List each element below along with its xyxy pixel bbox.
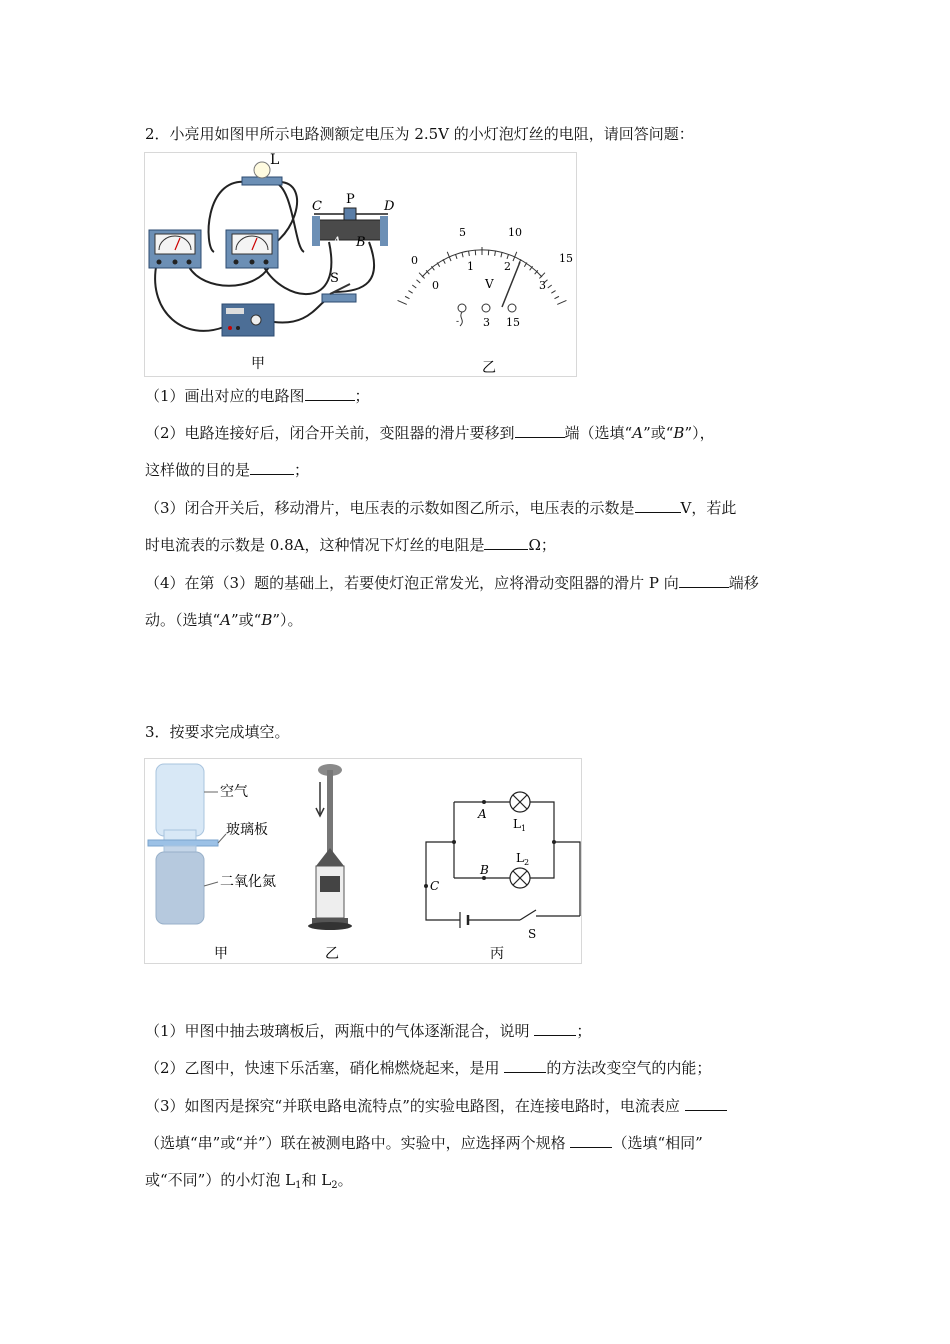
q2-s1-blank: [305, 400, 355, 401]
lamp-label: L: [270, 152, 280, 168]
point-C: C: [430, 879, 440, 893]
q2-s3-line2: [145, 535, 556, 555]
q2-s3: [145, 498, 736, 518]
q3-s2-end: 的方法改变空气的内能；: [546, 1059, 712, 1077]
q2-s3-l2-end: Ω；: [528, 536, 556, 554]
q3-s3-line3: [145, 1170, 353, 1196]
q2-s4-A: A: [220, 611, 232, 629]
q3-s3-line2: [145, 1133, 703, 1153]
rheostat-label-P: P: [346, 192, 355, 207]
q2-s2-text: （2）电路连接好后，闭合开关前，变阻器的滑片要移到: [145, 424, 515, 442]
q3-s3-l3-text: 或“不同”）的小灯泡 L: [145, 1171, 296, 1189]
dial-bottom-3: 3: [539, 279, 546, 292]
q2-s4: [145, 573, 759, 593]
q2-s2-l2-text: 这样做的目的是: [145, 461, 251, 479]
q3-s3-text: （3）如图丙是探究“并联电路电流特点”的实验电路图，在连接电路时，电流表应: [145, 1097, 685, 1115]
terminal-3: 3: [483, 316, 490, 329]
q2-s4-line2: [145, 610, 303, 630]
terminal-neg: -: [456, 317, 460, 327]
q3-s3-blank2: [570, 1147, 612, 1148]
q2-s4-l2-end: ”）。: [272, 611, 303, 629]
rheostat-label-B: B: [356, 235, 366, 250]
q2-s2: [145, 423, 715, 443]
q2-s2-mid: ”或“: [643, 424, 674, 442]
q2-s4-end: 端移: [728, 574, 759, 592]
q3-s1-end: ；: [576, 1022, 592, 1040]
q2-s3-text: （3）闭合开关后，移动滑片，电压表的示数如图乙所示，电压表的示数是: [145, 499, 635, 517]
q3-title: 3．按要求完成填空。: [145, 723, 290, 741]
dial-bottom-2: 2: [504, 260, 511, 273]
q2-s4-l2-text: 动。（选填“: [145, 611, 221, 629]
voltmeter: [226, 230, 278, 268]
rheostat-label-A: A: [332, 235, 342, 250]
q3-s1-text: （1）甲图中抽去玻璃板后，两瓶中的气体逐渐混合，说明: [145, 1022, 535, 1040]
terminal-15: 15: [506, 316, 520, 329]
lamp1-label: $L_1$: [513, 817, 527, 833]
q2-s4-mid: ”或“: [231, 611, 262, 629]
q2-s2-text2: 端（选填“: [564, 424, 633, 442]
q2-title: 2．小亮用如图甲所示电路测额定电压为 2.5V 的小灯泡灯丝的电阻，请回答问题：: [145, 125, 694, 143]
q3-s3: [145, 1096, 727, 1116]
rheostat-label-D: D: [384, 199, 395, 214]
q3-caption-2: 乙: [325, 946, 339, 962]
point-A: A: [478, 807, 487, 821]
q2-s3-blank2: [484, 549, 528, 550]
switch-label: S: [330, 271, 339, 286]
q2-s2-end: ”），: [684, 424, 715, 442]
glass-label: 玻璃板: [226, 822, 268, 838]
ammeter: [149, 230, 201, 268]
q2-s2-blank1: [515, 437, 565, 438]
q3-s3-l2-sub: 2: [331, 1180, 338, 1191]
q3-s1-blank: [534, 1035, 576, 1036]
dial-top-5: 5: [459, 226, 466, 239]
dial-top-10: 10: [508, 226, 522, 239]
q3-s3-l3-mid: 和 L: [301, 1171, 332, 1189]
q2-s4-B: B: [261, 611, 273, 629]
q3-caption-1: 甲: [214, 946, 228, 962]
lamp2-label: $L_2$: [516, 851, 530, 867]
q2-s1: [145, 386, 370, 406]
q2-s3-l2-text: 时电流表的示数是 0.8A，这种情况下灯丝的电阻是: [145, 536, 485, 554]
q2-s2-l2-end: ；: [294, 461, 310, 479]
q2-s4-text: （4）在第（3）题的基础上，若要使灯泡正常发光，应将滑动变阻器的滑片 P 向: [145, 574, 679, 592]
q2-s1-end: ；: [354, 387, 370, 405]
q2-s2-line2: [145, 460, 309, 480]
q2-s2-B: B: [673, 424, 685, 442]
q3-caption-3: 丙: [490, 946, 504, 962]
rheostat-label-C: C: [312, 199, 322, 214]
q3-s3-l2-end: （选填“相同”: [612, 1134, 703, 1152]
q3-s3-l2-text: （选填“串”或“并”）联在被测电路中。实验中，应选择两个规格: [145, 1134, 571, 1152]
dial-bottom-1: 1: [467, 260, 474, 273]
q2-s4-blank: [679, 587, 729, 588]
q3-s2-text: （2）乙图中，快速下乐活塞，硝化棉燃烧起来，是用: [145, 1059, 505, 1077]
q2-s2-blank2: [250, 474, 294, 475]
dial-top-0: 0: [411, 254, 418, 267]
q2-s2-A: A: [632, 424, 644, 442]
no2-label: 二氧化氮: [220, 874, 276, 890]
q2-s3-end: V，若此: [680, 499, 737, 517]
q2-figure: [144, 152, 577, 377]
q3-s3-blank1: [685, 1110, 727, 1111]
q3-s2-blank: [504, 1072, 546, 1073]
q3-s1: [145, 1021, 591, 1041]
dial-bottom-0: 0: [432, 279, 439, 292]
power-supply: [222, 304, 274, 336]
q2-caption-right: 乙: [482, 360, 496, 376]
q2-caption-left: 甲: [251, 356, 265, 372]
q3-s3-l3-end: 。: [337, 1171, 353, 1189]
q2-s3-blank1: [635, 512, 681, 513]
q3-s2: [145, 1058, 711, 1078]
q3-s3-l1-sub: 1: [295, 1180, 302, 1191]
q2-figure-svg: [144, 152, 577, 377]
air-label: 空气: [220, 784, 248, 800]
dial-unit: V: [485, 277, 494, 291]
q3-figure: [144, 758, 582, 964]
q3-figure-svg: [144, 758, 582, 964]
circuit-switch-label: S: [528, 927, 537, 941]
q2-s1-text: （1）画出对应的电路图: [145, 387, 305, 405]
dial-top-15: 15: [559, 252, 573, 265]
point-B: B: [480, 863, 489, 877]
